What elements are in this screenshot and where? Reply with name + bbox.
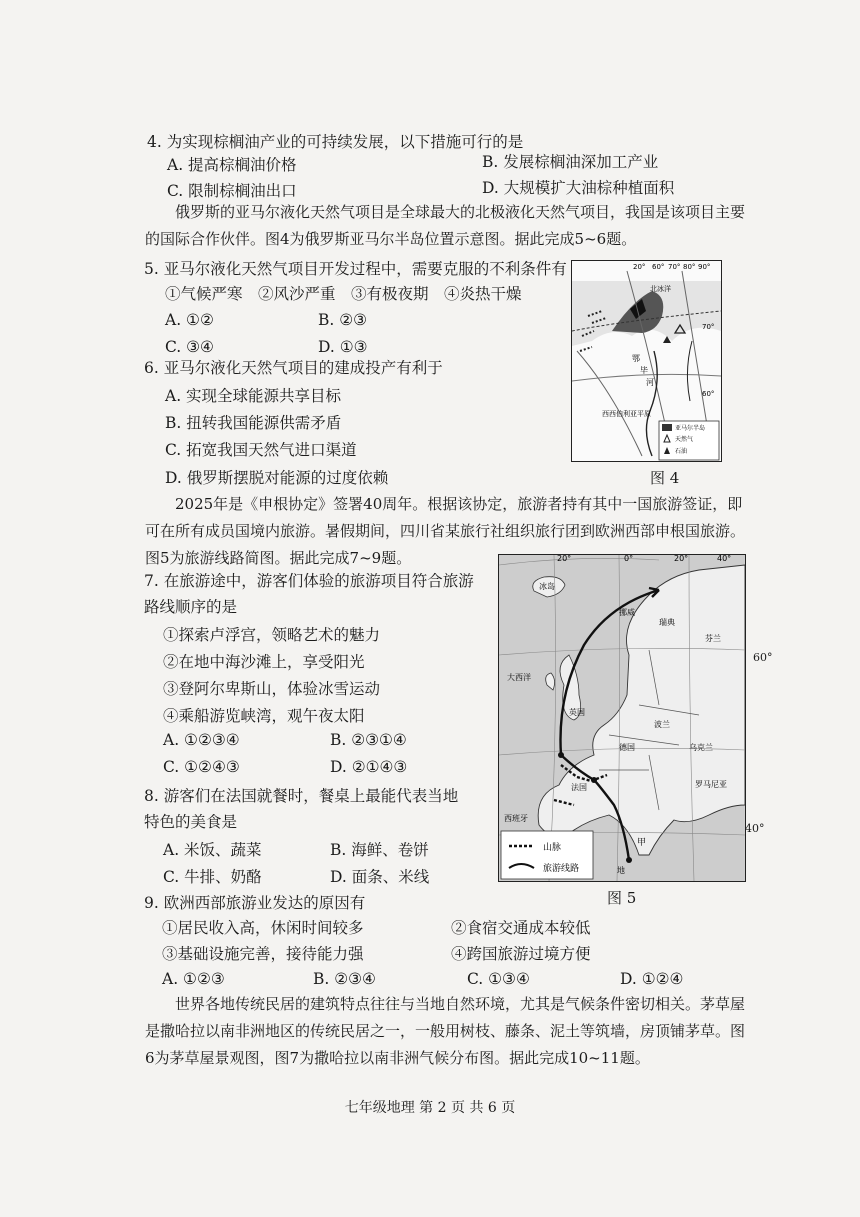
fig4-bi-label: 毕 [640,366,648,375]
q4-option-b[interactable]: B. 发展棕榈油深加工产业 [482,153,659,171]
q6-option-b[interactable]: B. 扭转我国能源供需矛盾 [165,414,342,432]
q9-item-4: ④跨国旅游过境方便 [451,945,591,963]
fig5-poland-label: 波兰 [654,720,670,729]
q5-option-c[interactable]: C. ③④ [165,338,214,356]
q9-item-1: ①居民收入高，休闲时间较多 [162,919,364,937]
fig5-france-label: 法国 [571,783,587,792]
q7-item-4: ④乘船游览峡湾，观午夜太阳 [163,707,365,725]
q7-stem-line1: 7. 在旅游途中，游客们体验的旅游项目符合旅游 [144,572,474,590]
q9-option-a[interactable]: A. ①②③ [162,970,225,988]
fig5-legend [501,831,593,879]
q5-option-d[interactable]: D. ①③ [318,338,368,356]
fig4-legend-oil: 石油 [675,448,688,455]
fig4-lat-label-60: 60° [702,390,715,398]
q7-option-a[interactable]: A. ①②③④ [163,731,240,749]
figure-4-svg [572,261,721,461]
figure-5-caption: 图 5 [607,889,637,907]
q9-item-3: ③基础设施完善，接待能力强 [162,945,364,963]
fig5-di-label: 地 [617,866,625,875]
fig5-spain-label: 西班牙 [504,814,528,823]
q9-stem: 9. 欧洲西部旅游业发达的原因有 [144,894,366,912]
figure-5-svg [499,555,745,881]
fig4-top-label-3: 70° [668,263,681,271]
fig5-legend-mountains: 山脉 [543,843,562,853]
fig5-top-label-1: 20° [557,555,572,563]
intro-7-9: 2025年是《申根协定》签署40周年。根据该协定，旅游者持有其中一国旅游签证，即可在所有成员国境内旅游。暑假期间，四川省某旅行社组织旅行团到欧洲西部申根国旅游。图5为旅游线路简图。据此完成7~9题。 [145,495,746,567]
fig4-lat-label-70: 70° [702,323,715,331]
fig5-ukraine-label: 乌克兰 [689,743,713,752]
fig5-sweden-label: 瑞典 [659,618,675,627]
fig4-legend [659,421,719,460]
fig5-legend-route: 旅游线路 [543,864,580,874]
fig5-atlantic-label: 大西洋 [507,673,531,682]
fig4-west-siberia-label: 西西伯利亚平原 [602,410,651,418]
fig4-top-label-1: 20° [633,263,646,271]
q8-stem-line1: 8. 游客们在法国就餐时，餐桌上最能代表当地 [144,787,459,805]
fig5-top-label-4: 40° [717,555,732,563]
fig5-germany-label: 德国 [619,743,635,752]
fig4-e-label: 鄂 [632,354,640,363]
fig5-right-lat-40: 40° [745,822,765,835]
fig4-top-label-4: 80° [683,263,696,271]
q9-option-c[interactable]: C. ①③④ [467,970,530,988]
fig5-top-label-3: 20° [674,555,689,563]
q9-option-b[interactable]: B. ②③④ [313,970,376,988]
figure-4-caption: 图 4 [650,469,680,487]
q9-item-2: ②食宿交通成本较低 [451,919,591,937]
q4-option-d[interactable]: D. 大规模扩大油棕种植面积 [482,179,675,197]
q5-stem: 5. 亚马尔液化天然气项目开发过程中，需要克服的不利条件有 [144,260,567,278]
fig5-top-label-2: 0° [624,555,634,563]
fig5-norway-label: 挪威 [619,608,635,617]
q8-option-b[interactable]: B. 海鲜、卷饼 [330,841,429,859]
fig4-legend-yamal: 亚马尔半岛 [675,425,706,432]
fig5-romania-label: 罗马尼亚 [695,780,727,789]
q7-stem-line2: 路线顺序的是 [144,598,238,616]
q4-option-c[interactable]: C. 限制棕榈油出口 [167,182,297,200]
q5-option-b[interactable]: B. ②③ [318,311,368,329]
fig5-right-lat-60: 60° [753,651,773,664]
q6-option-d[interactable]: D. 俄罗斯摆脱对能源的过度依赖 [165,469,389,487]
q7-option-b[interactable]: B. ②③①④ [330,731,407,749]
fig5-finland-label: 芬兰 [705,634,721,643]
q5-items: ①气候严寒 ②风沙严重 ③有极夜期 ④炎热干燥 [165,285,522,303]
figure-5-map [498,554,746,882]
q5-option-a[interactable]: A. ①② [165,311,214,329]
q8-option-d[interactable]: D. 面条、米线 [330,868,430,886]
q6-option-a[interactable]: A. 实现全球能源共享目标 [165,387,342,405]
q9-option-d[interactable]: D. ①②④ [620,970,684,988]
intro-10-11: 世界各地传统民居的建筑特点往往与当地自然环境，尤其是气候条件密切相关。茅草屋是撒哈拉以南非洲地区的传统民居之一，一般用树枝、藤条、泥土等筑墙，房顶铺茅草。图6为茅草屋景观图，图7为撒哈拉以南非洲气候分布图。据此完成10~11题。 [145,995,746,1067]
fig4-he-label: 河 [646,378,654,387]
fig4-top-label-2: 60° [652,263,665,271]
page-footer: 七年级地理 第 2 页 共 6 页 [344,1100,516,1116]
fig4-top-label-5: 90° [698,263,711,271]
q4-option-a[interactable]: A. 提高棕榈油价格 [167,156,297,174]
q7-item-1: ①探索卢浮宫，领略艺术的魅力 [163,626,381,644]
q8-option-a[interactable]: A. 米饭、蔬菜 [163,841,262,859]
q8-option-c[interactable]: C. 牛排、奶酪 [163,868,262,886]
figure-4-map [571,260,722,462]
q6-stem: 6. 亚马尔液化天然气项目的建成投产有利于 [144,359,443,377]
q7-item-3: ③登阿尔卑斯山，体验冰雪运动 [163,680,381,698]
intro-5-6: 俄罗斯的亚马尔液化天然气项目是全球最大的北极液化天然气项目，我国是该项目主要的国际合作伙伴。图4为俄罗斯亚马尔半岛位置示意图。据此完成5~6题。 [145,203,746,248]
fig4-legend-gas: 天然气 [675,436,694,443]
fig5-uk-label: 英国 [569,708,585,717]
q7-option-d[interactable]: D. ②①④③ [330,758,408,776]
q4-stem: 4. 为实现棕榈油产业的可持续发展，以下措施可行的是 [147,133,524,151]
q8-stem-line2: 特色的美食是 [144,813,238,831]
fig5-iceland-label: 冰岛 [539,582,555,591]
fig4-arctic-ocean-label: 北冰洋 [650,285,671,293]
fig5-jia-label: 甲 [637,838,647,848]
q6-option-c[interactable]: C. 拓宽我国天然气进口渠道 [165,441,357,459]
q7-item-2: ②在地中海沙滩上，享受阳光 [163,653,365,671]
q7-option-c[interactable]: C. ①②④③ [163,758,240,776]
